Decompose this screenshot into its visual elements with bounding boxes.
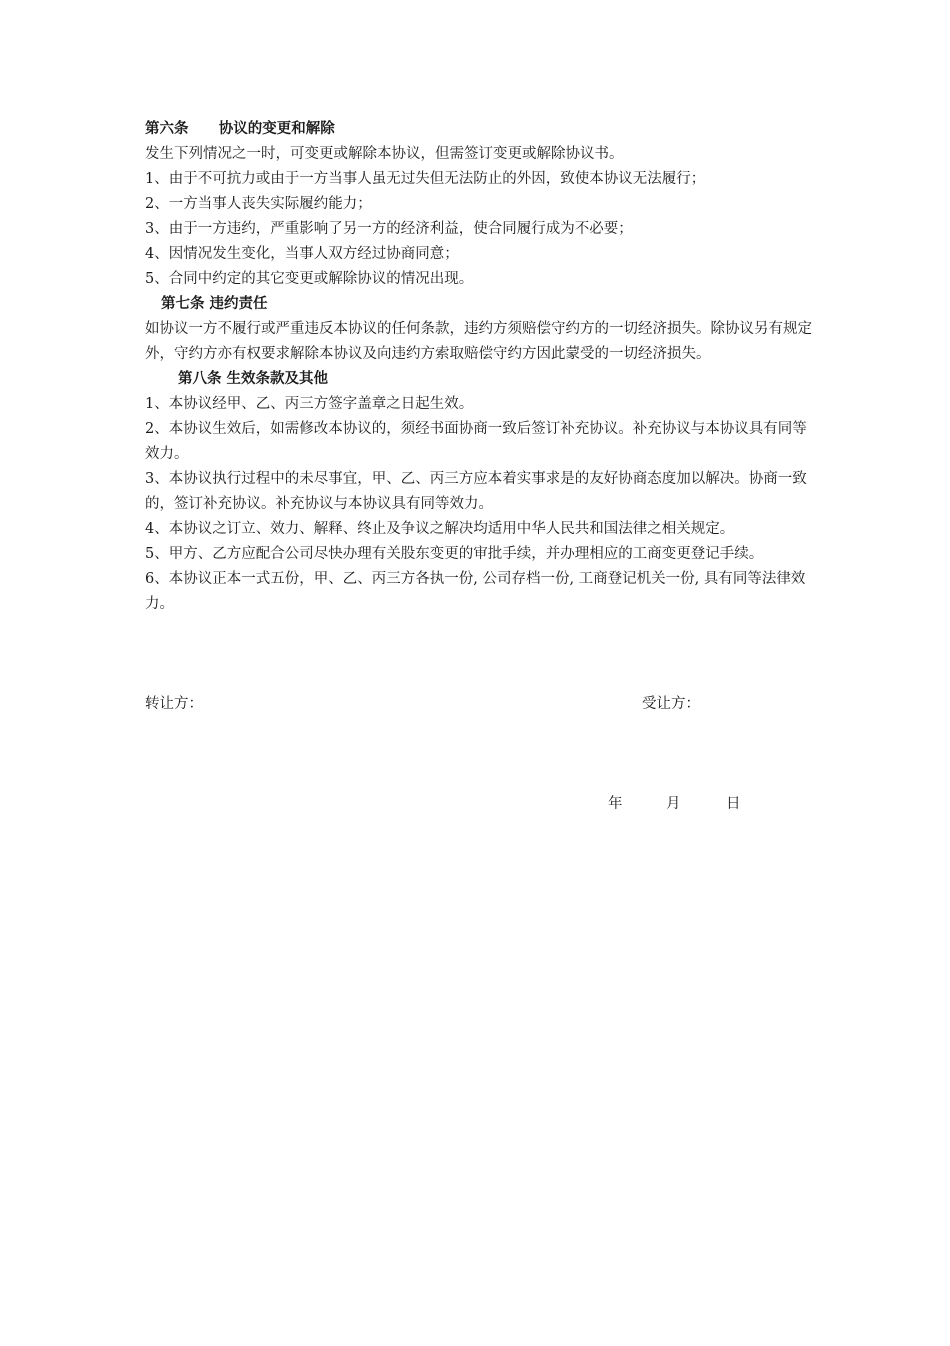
- article-6-line: 1、由于不可抗力或由于一方当事人虽无过失但无法防止的外因，致使本协议无法履行；: [145, 171, 706, 187]
- article-8-heading: 第八条 生效条款及其他: [178, 371, 329, 387]
- document-body: [145, 117, 815, 617]
- signature-row: [145, 692, 745, 717]
- date-line: [608, 792, 768, 817]
- article-6-line: 2、一方当事人丧失实际履约能力；: [145, 196, 372, 212]
- transferor-label: 转让方：: [145, 696, 203, 712]
- date-day-label: 日: [726, 796, 741, 812]
- article-6-heading: 第六条 协议的变更和解除: [145, 121, 335, 137]
- article-7-heading: 第七条 违约责任: [161, 296, 268, 312]
- article-8-line: 3、本协议执行过程中的未尽事宜，甲、乙、丙三方应本着实事求是的友好协商态度加以解决。协商一致的，签订补充协议。补充协议与本协议具有同等效力。: [145, 471, 807, 512]
- date-year-label: 年: [608, 796, 623, 812]
- article-8-line: 5、甲方、乙方应配合公司尽快办理有关股东变更的审批手续，并办理相应的工商变更登记手续。: [145, 546, 764, 562]
- transferee-label: 受让方：: [642, 696, 700, 712]
- date-month-label: 月: [666, 796, 681, 812]
- article-8-line: 6、本协议正本一式五份，甲、乙、丙三方各执一份, 公司存档一份, 工商登记机关一份, 具有同等法律效力。: [145, 571, 806, 612]
- article-6-line: 5、合同中约定的其它变更或解除协议的情况出现。: [145, 271, 474, 287]
- article-6-line: 3、由于一方违约，严重影响了另一方的经济利益，使合同履行成为不必要；: [145, 221, 633, 237]
- article-8-line: 1、本协议经甲、乙、丙三方签字盖章之日起生效。: [145, 396, 474, 412]
- article-8-line: 2、本协议生效后，如需修改本协议的，须经书面协商一致后签订补充协议。补充协议与本协议具有同等效力。: [145, 421, 807, 462]
- article-7-paragraph: 如协议一方不履行或严重违反本协议的任何条款，违约方须赔偿守约方的一切经济损失。除协议另有规定外，守约方亦有权要求解除本协议及向违约方索取赔偿守约方因此蒙受的一切经济损失。: [145, 321, 812, 362]
- article-6-line: 发生下列情况之一时，可变更或解除本协议，但需签订变更或解除协议书。: [145, 146, 624, 162]
- article-6-line: 4、因情况发生变化，当事人双方经过协商同意；: [145, 246, 459, 262]
- article-8-line: 4、本协议之订立、效力、解释、终止及争议之解决均适用中华人民共和国法律之相关规定。: [145, 521, 735, 537]
